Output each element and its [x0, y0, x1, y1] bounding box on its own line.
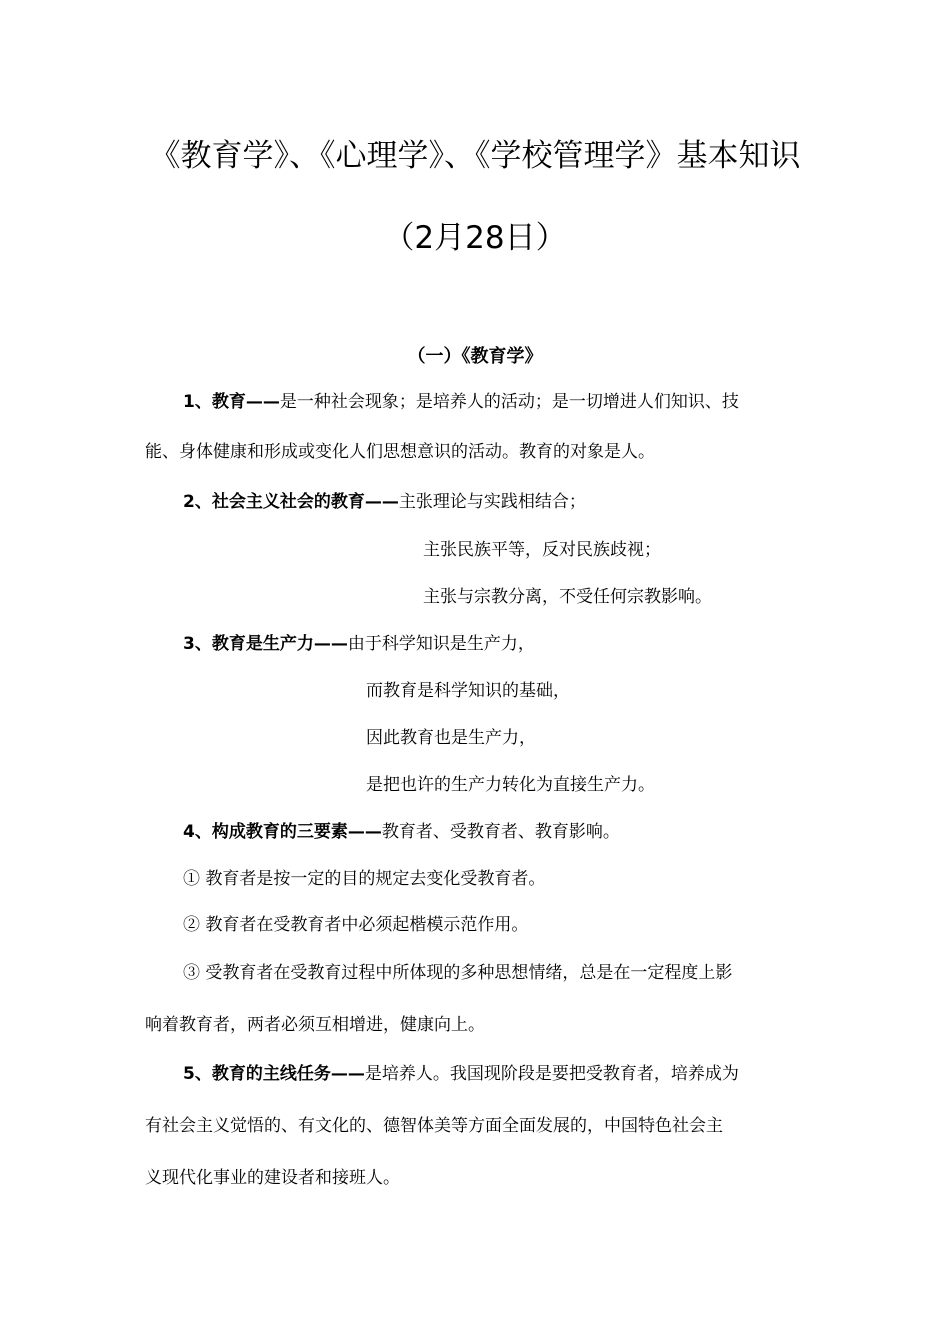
item-3-term: 3、教育是生产力——: [183, 634, 348, 654]
item-5-text: 是培养人。我国现阶段是要把受教育者，培养成为: [364, 1064, 739, 1084]
item-2-line-3: 主张与宗教分离，不受任何宗教影响。: [423, 587, 712, 607]
item-5-line-2: 有社会主义觉悟的、有文化的、德智体美等方面全面发展的，中国特色社会主: [145, 1116, 723, 1136]
point-2: ② 教育者在受教育者中必须起楷模示范作用。: [183, 915, 529, 935]
item-3-line-3: 因此教育也是生产力，: [366, 728, 536, 748]
item-3-line-4: 是把也许的生产力转化为直接生产力。: [366, 775, 655, 795]
item-5-line-1: [183, 1062, 739, 1086]
point-1: ① 教育者是按一定的目的规定去变化受教育者。: [183, 869, 546, 889]
item-4-text: 教育者、受教育者、教育影响。: [381, 822, 620, 842]
section-heading: （一）《教育学》: [407, 346, 543, 367]
item-2-line-2: 主张民族平等，反对民族歧视；: [423, 540, 661, 560]
item-1-line-1: [183, 390, 739, 414]
point-3: ③ 受教育者在受教育过程中所体现的多种思想情绪，总是在一定程度上影: [183, 963, 733, 983]
point-3-continued: 响着教育者，两者必须互相增进，健康向上。: [145, 1015, 485, 1035]
item-2-line-1: [183, 490, 586, 514]
item-5-term: 5、教育的主线任务——: [183, 1064, 365, 1084]
item-1-text: 是一种社会现象；是培养人的活动；是一切增进人们知识、技: [279, 392, 739, 412]
item-5-line-3: 义现代化事业的建设者和接班人。: [145, 1168, 400, 1188]
item-2-term: 2、社会主义社会的教育——: [183, 492, 399, 512]
item-1-line-2: 能、身体健康和形成或变化人们思想意识的活动。教育的对象是人。: [145, 442, 655, 462]
item-2-text: 主张理论与实践相结合；: [398, 492, 586, 512]
document-date: （2月28日）: [383, 220, 567, 256]
document-title: 《教育学》、《心理学》、《学校管理学》基本知识: [149, 138, 801, 174]
item-3-line-2: 而教育是科学知识的基础，: [366, 681, 570, 701]
item-4-term: 4、构成教育的三要素——: [183, 822, 382, 842]
item-1-term: 1、教育——: [183, 392, 280, 412]
item-4-line-1: [183, 820, 620, 844]
item-3-line-1: [183, 632, 535, 656]
item-3-text: 由于科学知识是生产力，: [347, 634, 535, 654]
